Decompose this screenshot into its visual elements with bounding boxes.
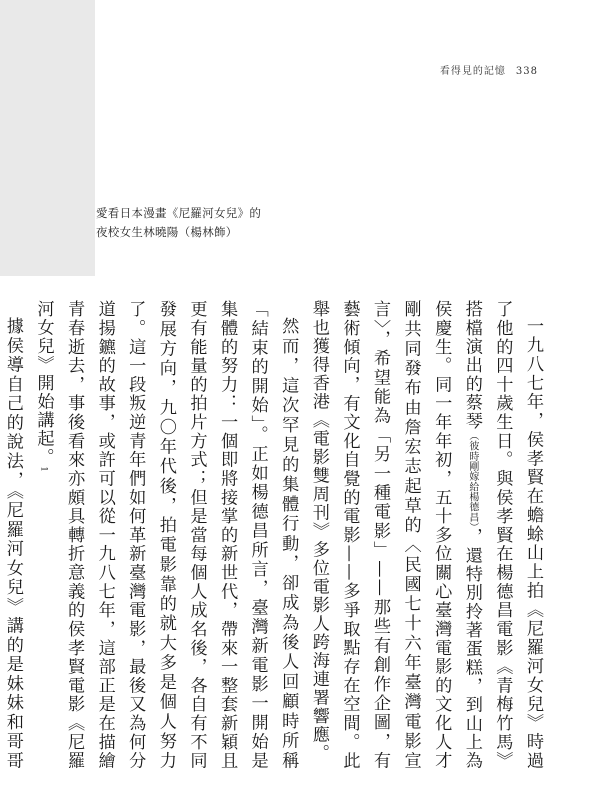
- paragraph-1-note: （彼時剛嫁給楊德昌）: [466, 430, 478, 528]
- page-number: 338: [515, 66, 538, 77]
- running-head-title: 看得見的記憶: [439, 66, 506, 77]
- paragraph-2: [28, 300, 303, 770]
- running-head: [440, 62, 538, 77]
- paragraph-1-text-a: 一九八七年，侯孝賢在蟾蜍山上拍《尼羅河女兒》時過了他的四十歲生日。與侯孝賢在楊德昌電影《青梅竹馬》搭檔演出的蔡琴: [461, 300, 543, 770]
- body-text: [2, 300, 548, 771]
- photo-caption: [96, 204, 261, 242]
- paragraph-2-text: 然而，這次罕見的集體行動，卻成為後人回顧時所稱「結束的開始」。正如楊德昌所言，臺灣新電影一開始是集體的努力：一個即將接掌的新世代，帶來一整套新穎且更有能量的拍片方式；但是當每個人成名後，各自有不同發展方向，九〇年代後，拍電影靠的就大多是個人努力了。這一段叛逆青年們如何革新臺灣電影，最後又為何分道揚鑣的故事，或許可以從一九八七年，這部正是在描繪青春逝去，事後看來亦頗具轉折意義的侯孝賢電影《尼羅河女兒》開始講起。: [33, 300, 299, 770]
- caption-line-2: 夜校女生林曉陽（楊林飾）: [96, 225, 238, 239]
- paragraph-3-text-a: 據侯導自己的說法，《尼羅河女兒》講的是妹妹和哥哥: [2, 317, 23, 770]
- caption-line-1: 愛看日本漫畫《尼羅河女兒》的: [96, 206, 262, 220]
- paragraph-1: [303, 300, 548, 770]
- paragraph-3: [0, 300, 28, 770]
- footnote-marker: 1: [39, 466, 49, 473]
- decorative-gray-block: [0, 0, 95, 276]
- paragraph-1-text-b: ，還特別拎著蛋糕，到山上為侯慶生。同一年年初，五十多位關心臺灣電影的文化人才剛共同發布由詹宏志起草的〈民國七十六年臺灣電影宣言〉，希望能為「另一種電影」——那些有創作企圖，有藝術傾向，有文化自覺的電影——多爭取點存在空間。此舉也獲得香港《電影雙周刊》多位電影人跨海連署響應。: [308, 300, 482, 771]
